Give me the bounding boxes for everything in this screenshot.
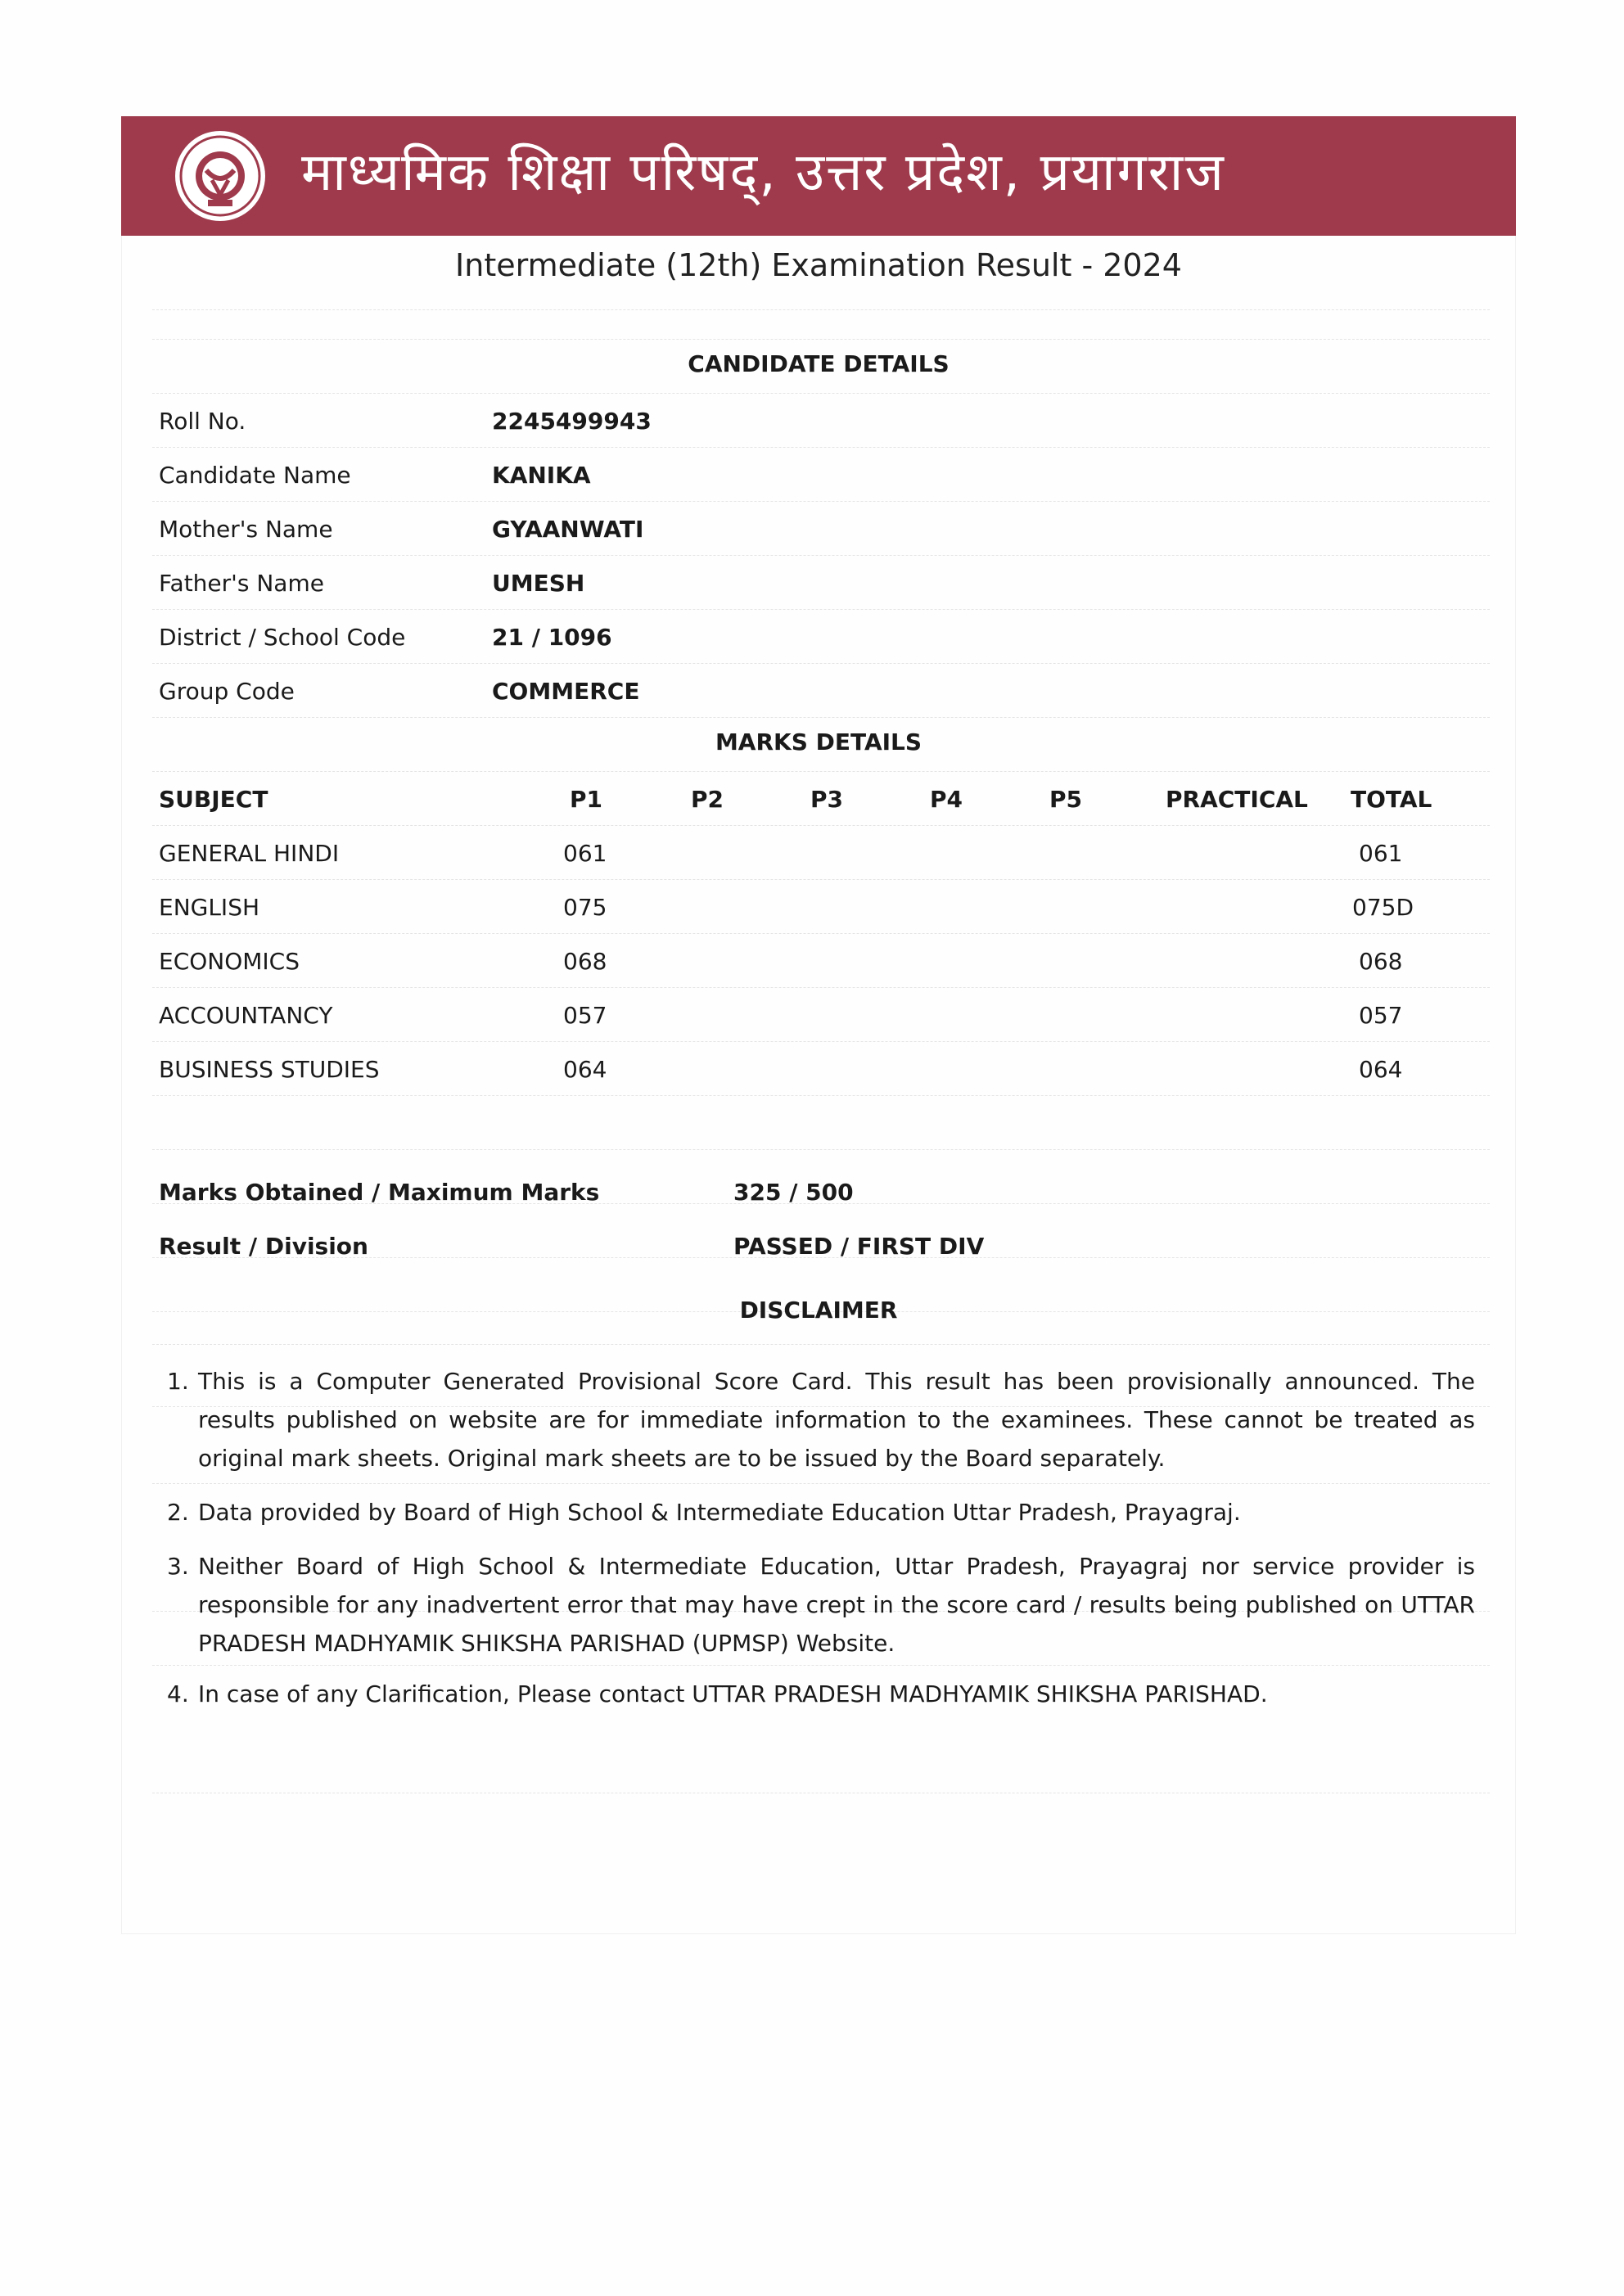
divider	[152, 309, 1490, 310]
subject-name: ECONOMICS	[159, 948, 300, 975]
p1-mark: 061	[563, 840, 607, 867]
detail-label: Father's Name	[159, 570, 324, 597]
column-header-p2: P2	[691, 786, 724, 813]
total-mark: 061	[1359, 840, 1403, 867]
detail-row-candidate-name	[159, 449, 1485, 503]
subject-name: ENGLISH	[159, 894, 260, 921]
board-banner	[121, 116, 1516, 236]
p1-mark: 057	[563, 1002, 607, 1029]
total-mark: 057	[1359, 1002, 1403, 1029]
total-mark: 068	[1359, 948, 1403, 975]
board-name: माध्यमिक शिक्षा परिषद्, उत्तर प्रदेश, प्रयागराज	[301, 142, 1225, 203]
marks-row	[159, 1043, 1485, 1097]
p1-mark: 068	[563, 948, 607, 975]
detail-row-roll-no	[159, 395, 1485, 449]
detail-row-group-code	[159, 665, 1485, 719]
p1-mark: 064	[563, 1056, 607, 1083]
result-sheet	[121, 116, 1516, 1819]
disclaimer-number: 2.	[167, 1499, 189, 1526]
divider	[152, 1665, 1490, 1666]
column-header-p5: P5	[1049, 786, 1083, 813]
detail-row-district-school-code	[159, 611, 1485, 665]
divider	[152, 771, 1490, 772]
disclaimer-text: This is a Computer Generated Provisional Score Card. This result has been provisionally announced. The results published on website are for immediate information to the examinees. These cannot be treated as original mark sheets. Original mark sheets are to be issued by the Board separately.	[198, 1368, 1475, 1472]
subject-name: BUSINESS STUDIES	[159, 1056, 380, 1083]
marks-row	[159, 989, 1485, 1043]
disclaimer-item	[159, 1675, 1468, 1716]
candidate-details-heading: CANDIDATE DETAILS	[688, 350, 950, 377]
disclaimer-text: Data provided by Board of High School & Intermediate Education Uttar Pradesh, Prayagraj.	[198, 1499, 1241, 1526]
result-division-value: PASSED / FIRST DIV	[733, 1233, 985, 1260]
disclaimer-item	[159, 1547, 1475, 1663]
column-header-subject: SUBJECT	[159, 786, 268, 813]
detail-label: Mother's Name	[159, 516, 333, 543]
disclaimer-number: 4.	[167, 1680, 189, 1707]
detail-value: KANIKA	[492, 462, 591, 489]
column-header-practical: PRACTICAL	[1166, 786, 1308, 813]
marks-row	[159, 827, 1485, 881]
marks-details-heading: MARKS DETAILS	[715, 728, 923, 756]
marks-row	[159, 935, 1485, 989]
divider	[152, 1149, 1490, 1150]
column-header-p4: P4	[930, 786, 963, 813]
disclaimer-number: 1.	[167, 1368, 189, 1395]
disclaimer-text: Neither Board of High School & Intermediate Education, Uttar Pradesh, Prayagraj nor service provider is responsible for any inadvertent error that may have crept in the score card / results being published on UTTAR PRADESH MADHYAMIK SHIKSHA PARISHAD (UPMSP) Website.	[198, 1553, 1475, 1657]
column-header-p1: P1	[570, 786, 603, 813]
p1-mark: 075	[563, 894, 607, 921]
marks-row	[159, 881, 1485, 935]
detail-label: Roll No.	[159, 408, 246, 435]
marks-obtained-value: 325 / 500	[733, 1179, 854, 1206]
total-mark: 064	[1359, 1056, 1403, 1083]
result-division-row	[159, 1220, 1485, 1274]
up-government-seal-icon	[174, 129, 267, 223]
detail-label: Candidate Name	[159, 462, 351, 489]
detail-value: GYAANWATI	[492, 516, 644, 543]
detail-row-father-name	[159, 557, 1485, 611]
marks-obtained-row	[159, 1166, 1485, 1220]
result-division-label: Result / Division	[159, 1233, 368, 1260]
disclaimer-number: 3.	[167, 1553, 189, 1580]
column-header-p3: P3	[810, 786, 844, 813]
detail-label: Group Code	[159, 678, 295, 705]
disclaimer-heading: DISCLAIMER	[739, 1297, 898, 1324]
detail-value: 2245499943	[492, 408, 652, 435]
subject-name: ACCOUNTANCY	[159, 1002, 333, 1029]
detail-value: COMMERCE	[492, 678, 640, 705]
total-mark: 075D	[1352, 894, 1414, 921]
disclaimer-item	[159, 1493, 1468, 1534]
marks-header-row	[159, 773, 1485, 827]
disclaimer-text: In case of any Clarification, Please contact UTTAR PRADESH MADHYAMIK SHIKSHA PARISHAD.	[198, 1680, 1268, 1707]
detail-label: District / School Code	[159, 624, 406, 651]
divider	[152, 393, 1490, 394]
column-header-total: TOTAL	[1351, 786, 1432, 813]
disclaimer-item	[159, 1362, 1475, 1478]
detail-row-mother-name	[159, 503, 1485, 557]
divider	[152, 339, 1490, 340]
subject-name: GENERAL HINDI	[159, 840, 340, 867]
divider	[152, 1344, 1490, 1345]
marks-obtained-label: Marks Obtained / Maximum Marks	[159, 1179, 600, 1206]
divider	[152, 1483, 1490, 1484]
detail-value: UMESH	[492, 570, 585, 597]
detail-value: 21 / 1096	[492, 624, 612, 651]
exam-title: Intermediate (12th) Examination Result - 2024	[455, 247, 1182, 283]
